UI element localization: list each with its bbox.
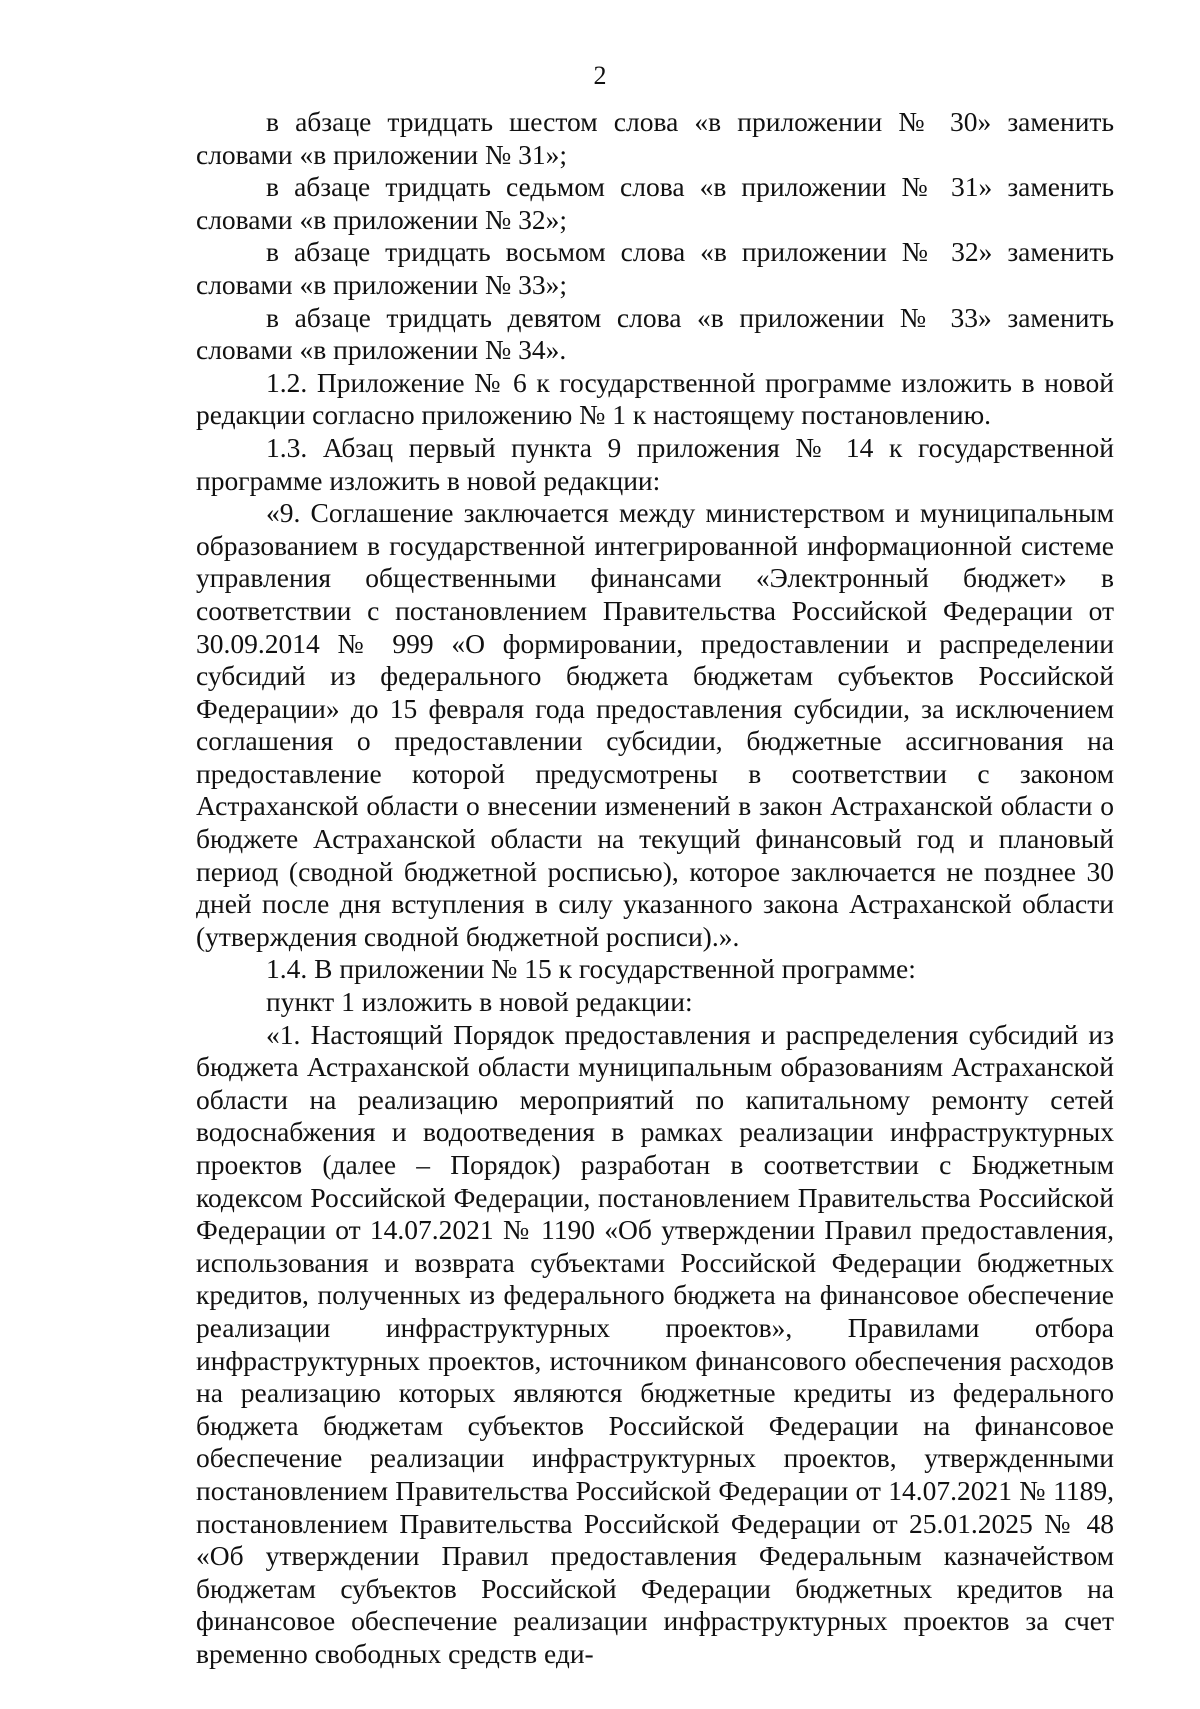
paragraph-quoted-item-9: «9. Соглашение заключается между министерством и муниципальным образованием в государственной интегрированной информационной системе управления общественными финансами «Электронный бюджет» в соответствии с постановлением Правительства Российской Федерации от 30.09.2014 № 999 «О формировании, предоставлении и распределении субсидий из федерального бюджета бюджетам субъектов Российской Федерации» до 15 февраля года предоставления субсидии, за исключением соглашения о предоставлении субсидии, бюджетные ассигнования на предоставление которой предусмотрены в соответствии с законом Астраханской области о внесении изменений в закон Астраханской области о бюджете Астраханской области на текущий финансовый год и плановый период (сводной бюджетной росписью), которое заключается не позднее 30 дней после дня вступления в силу указанного закона Астраханской области (утверждения сводной бюджетной росписи).».	[196, 497, 1114, 952]
paragraph-item-1-4: 1.4. В приложении № 15 к государственной программе:	[266, 953, 916, 985]
paragraph-item-1-2: 1.2. Приложение № 6 к государственной программе изложить в новой редакции согласно приложению № 1 к настоящему постановлению.	[196, 366, 1114, 431]
document-body	[196, 106, 1114, 1671]
paragraph-item-1-3: 1.3. Абзац первый пункта 9 приложения № 14 к государственной программе изложить в новой редакции:	[196, 431, 1114, 496]
paragraph-quoted-item-1: «1. Настоящий Порядок предоставления и распределения субсидий из бюджета Астраханской области муниципальным образованиям Астраханской области на реализацию мероприятий по капитальному ремонту сетей водоснабжения и водоотведения в рамках реализации инфраструктурных проектов (далее – Порядок) разработан в соответствии с Бюджетным кодексом Российской Федерации, постановлением Правительства Российской Федерации от 14.07.2021 № 1190 «Об утверждении Правил предоставления, использования и возврата субъектами Российской Федерации бюджетных кредитов, полученных из федерального бюджета на финансовое обеспечение реализации инфраструктурных проектов», Правилами отбора инфраструктурных проектов, источником финансового обеспечения расходов на реализацию которых являются бюджетные кредиты из федерального бюджета бюджетам субъектов Российской Федерации на финансовое обеспечение реализации инфраструктурных проектов, утвержденными постановлением Правительства Российской Федерации от 14.07.2021 № 1189, постановлением Правительства Российской Федерации от 25.01.2025 № 48 «Об утверждении Правил предоставления Федеральным казначейством бюджетам субъектов Российской Федерации бюджетных кредитов на финансовое обеспечение реализации инфраструктурных проектов за счет временно свободных средств еди-	[196, 1018, 1114, 1669]
paragraph-abzac-39: в абзаце тридцать девятом слова «в приложении № 33» заменить словами «в приложении № 34».	[196, 301, 1114, 366]
paragraph-abzac-38: в абзаце тридцать восьмом слова «в приложении № 32» заменить словами «в приложении № 33»;	[196, 236, 1114, 300]
paragraph-abzac-37: в абзаце тридцать седьмом слова «в приложении № 31» заменить словами «в приложении № 32»;	[196, 171, 1114, 235]
paragraph-item-1-new-edition: пункт 1 изложить в новой редакции:	[266, 986, 693, 1018]
page-number: 2	[593, 61, 607, 90]
paragraph-abzac-36: в абзаце тридцать шестом слова «в приложении № 30» заменить словами «в приложении № 31»;	[196, 106, 1114, 170]
